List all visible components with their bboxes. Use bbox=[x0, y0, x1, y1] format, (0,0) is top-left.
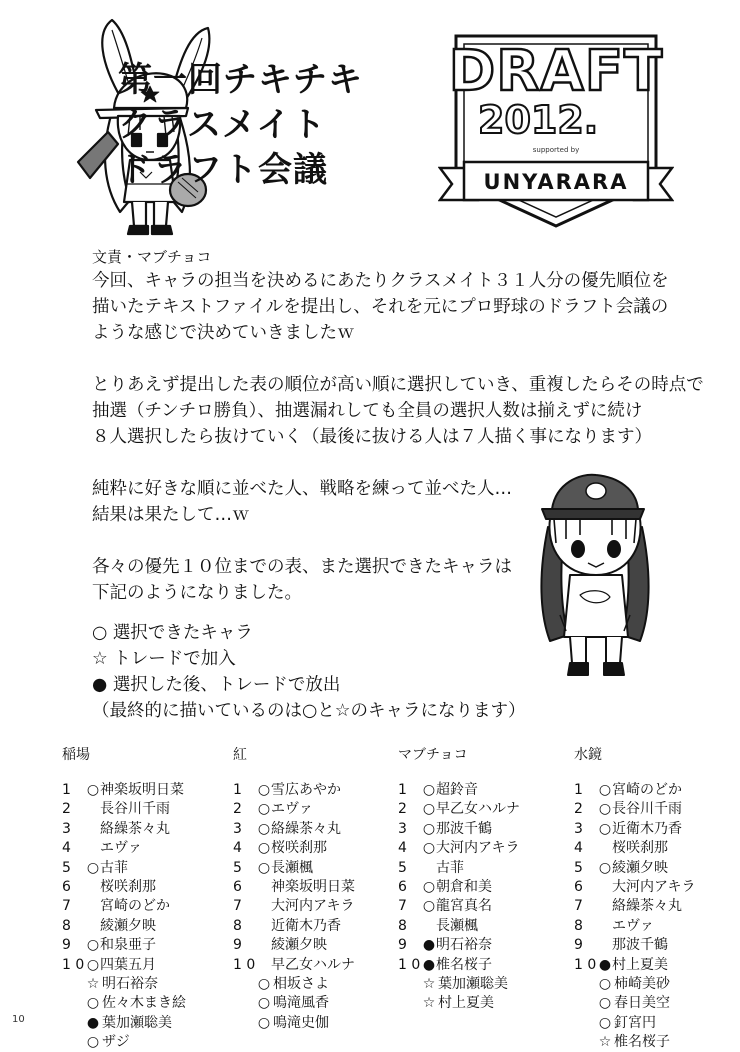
character-name: 柿崎美砂 bbox=[614, 975, 670, 992]
logo-small: supported by bbox=[532, 146, 580, 154]
character-name: 綾瀬夕映 bbox=[612, 859, 668, 876]
character-name: 朝倉和美 bbox=[436, 878, 492, 895]
character-name: 神楽坂明日菜 bbox=[100, 782, 184, 798]
rank-number: 1 bbox=[233, 782, 242, 798]
rank-row bbox=[233, 878, 403, 897]
rank-row bbox=[574, 859, 740, 878]
rank-row bbox=[62, 936, 232, 955]
rank-number: 3 bbox=[62, 820, 71, 837]
rank-list bbox=[62, 781, 232, 1052]
status-mark: ○ bbox=[598, 1014, 612, 1031]
status-mark: ○ bbox=[86, 1034, 100, 1051]
rank-row bbox=[398, 897, 568, 916]
rank-row bbox=[574, 936, 740, 955]
rank-row bbox=[574, 897, 740, 916]
status-mark: ○ bbox=[86, 937, 100, 954]
character-name: 古菲 bbox=[100, 859, 128, 876]
draft-logo bbox=[438, 30, 674, 230]
character-name: 大河内アキラ bbox=[612, 878, 696, 895]
rank-row bbox=[62, 800, 232, 819]
rank-number: 1 bbox=[62, 782, 71, 798]
rank-number: 7 bbox=[233, 898, 242, 915]
character-name: 長谷川千雨 bbox=[100, 801, 170, 818]
character-name: 雪広あやか bbox=[271, 782, 341, 798]
rank-number: 9 bbox=[62, 937, 71, 954]
rank-row bbox=[398, 820, 568, 839]
character-name: 那波千鶴 bbox=[612, 937, 668, 954]
logo-main: DRAFT bbox=[448, 39, 664, 104]
character-name: 綾瀬夕映 bbox=[100, 917, 156, 934]
extra-row bbox=[257, 975, 403, 994]
status-mark: ○ bbox=[257, 840, 271, 857]
character-name: エヴァ bbox=[271, 801, 313, 818]
rank-row bbox=[398, 800, 568, 819]
extra-row bbox=[86, 994, 232, 1013]
rank-number: 2 bbox=[398, 801, 407, 818]
title-line-2: クラスメイト bbox=[118, 105, 327, 145]
status-mark: ○ bbox=[257, 782, 271, 798]
character-name: 長瀬楓 bbox=[271, 859, 313, 876]
status-mark: ○ bbox=[257, 1014, 271, 1031]
rank-number: 3 bbox=[398, 820, 407, 837]
rank-row bbox=[233, 956, 403, 975]
character-name: 長瀬楓 bbox=[436, 917, 478, 934]
rank-number: 8 bbox=[398, 917, 407, 934]
status-mark: ● bbox=[422, 937, 436, 954]
rank-row bbox=[398, 936, 568, 955]
rank-row bbox=[62, 781, 232, 800]
character-name: 桜咲刹那 bbox=[612, 840, 668, 857]
character-name: 大河内アキラ bbox=[436, 840, 520, 857]
paragraph-line: とりあえず提出した表の順位が高い順に選択していき、重複したらその時点で bbox=[92, 375, 704, 395]
rank-list bbox=[574, 781, 740, 1052]
rank-row bbox=[233, 859, 403, 878]
logo-year: 2012. bbox=[478, 98, 599, 142]
paragraph-line: 今回、キャラの担当を決めるにあたりクラスメイト３１人分の優先順位を bbox=[92, 271, 669, 291]
status-mark: ○ bbox=[422, 840, 436, 857]
rank-row bbox=[398, 956, 568, 975]
rank-row bbox=[233, 781, 403, 800]
extra-row bbox=[86, 1014, 232, 1033]
rank-number: 5 bbox=[233, 859, 242, 876]
paragraph-line: 各々の優先１０位までの表、また選択できたキャラは bbox=[92, 557, 512, 577]
rank-number: 4 bbox=[574, 840, 583, 857]
page-title bbox=[118, 58, 363, 193]
rank-number: 1 0 bbox=[574, 956, 597, 973]
rank-number: 1 bbox=[574, 782, 583, 798]
status-mark: ○ bbox=[422, 820, 436, 837]
rank-number: 2 bbox=[574, 801, 583, 818]
rank-number: 7 bbox=[398, 898, 407, 915]
rank-row bbox=[398, 839, 568, 858]
character-name: 那波千鶴 bbox=[436, 820, 492, 837]
character-name: 絡繰茶々丸 bbox=[100, 820, 170, 837]
character-name: 和泉亜子 bbox=[100, 937, 156, 954]
character-name: 古菲 bbox=[436, 859, 464, 876]
character-name: 宮崎のどか bbox=[612, 782, 682, 798]
character-name: 神楽坂明日菜 bbox=[271, 878, 355, 895]
rank-row bbox=[574, 956, 740, 975]
character-name: 綾瀬夕映 bbox=[271, 937, 327, 954]
character-name: 龍宮真名 bbox=[436, 898, 492, 915]
status-mark: ● bbox=[86, 1014, 100, 1031]
legend-traded-in: ☆ トレードで加入 bbox=[92, 649, 236, 669]
rank-number: 5 bbox=[62, 859, 71, 876]
character-name: 村上夏美 bbox=[438, 995, 494, 1012]
column-header: 水鏡 bbox=[574, 747, 602, 763]
status-mark: ☆ bbox=[422, 975, 436, 992]
rank-row bbox=[398, 917, 568, 936]
status-mark: ○ bbox=[422, 801, 436, 818]
character-name: 長谷川千雨 bbox=[612, 801, 682, 818]
extra-row bbox=[257, 1014, 403, 1033]
legend-selected: ○ 選択できたキャラ bbox=[92, 623, 253, 643]
character-name: 鳴滝風香 bbox=[273, 995, 329, 1012]
character-name: エヴァ bbox=[100, 840, 142, 857]
draft-column-kurenai bbox=[233, 745, 403, 1033]
rank-row bbox=[233, 936, 403, 955]
title-line-1: 第一回チキチキ bbox=[118, 60, 363, 100]
status-mark: ○ bbox=[598, 995, 612, 1012]
paragraph-line: 結果は果たして…ｗ bbox=[92, 505, 250, 525]
rank-row bbox=[62, 956, 232, 975]
logo-banner: UNYARARA bbox=[483, 170, 629, 194]
character-name: 絡繰茶々丸 bbox=[271, 820, 341, 837]
character-name: 四葉五月 bbox=[100, 956, 156, 973]
character-name: エヴァ bbox=[612, 917, 654, 934]
rank-row bbox=[233, 897, 403, 916]
rank-row bbox=[574, 820, 740, 839]
status-mark: ○ bbox=[598, 801, 612, 818]
rank-row bbox=[574, 917, 740, 936]
character-name: ザジ bbox=[102, 1034, 130, 1051]
rank-number: 8 bbox=[574, 917, 583, 934]
chibi-illustration-right bbox=[530, 465, 660, 683]
rank-number: 4 bbox=[62, 840, 71, 857]
extra-row bbox=[422, 994, 568, 1013]
extra-row bbox=[86, 975, 232, 994]
character-name: 鳴滝史伽 bbox=[273, 1014, 329, 1031]
character-name: 村上夏美 bbox=[612, 956, 668, 973]
status-mark: ☆ bbox=[422, 995, 436, 1012]
rank-row bbox=[233, 820, 403, 839]
rank-number: 7 bbox=[62, 898, 71, 915]
rank-number: 7 bbox=[574, 898, 583, 915]
rank-number: 4 bbox=[233, 840, 242, 857]
status-mark: ○ bbox=[598, 782, 612, 798]
rank-row bbox=[233, 839, 403, 858]
column-header: 紅 bbox=[233, 747, 247, 763]
status-mark: ○ bbox=[422, 898, 436, 915]
rank-row bbox=[574, 878, 740, 897]
status-mark: ○ bbox=[86, 782, 100, 798]
character-name: 葉加瀬聡美 bbox=[102, 1014, 172, 1031]
extra-row bbox=[598, 975, 740, 994]
status-mark: ● bbox=[422, 956, 436, 973]
rank-number: 4 bbox=[398, 840, 407, 857]
rank-row bbox=[62, 917, 232, 936]
rank-number: 9 bbox=[398, 937, 407, 954]
character-name: 明石裕奈 bbox=[102, 975, 158, 992]
status-mark: ○ bbox=[257, 995, 271, 1012]
rank-row bbox=[574, 781, 740, 800]
character-name: 葉加瀬聡美 bbox=[438, 975, 508, 992]
character-name: 椎名桜子 bbox=[614, 1034, 670, 1051]
status-mark: ● bbox=[598, 956, 612, 973]
character-name: 早乙女ハルナ bbox=[436, 801, 520, 818]
rank-number: 5 bbox=[574, 859, 583, 876]
rank-row bbox=[233, 917, 403, 936]
draft-column-mizukagami bbox=[574, 745, 740, 1052]
paragraph-line: 下記のようになりました。 bbox=[92, 583, 302, 603]
credit-line: 文責・マブチョコ bbox=[92, 248, 212, 266]
rank-list bbox=[233, 781, 403, 1033]
character-name: 早乙女ハルナ bbox=[271, 956, 355, 973]
rank-row bbox=[62, 897, 232, 916]
extra-row bbox=[598, 1014, 740, 1033]
rank-number: 6 bbox=[233, 878, 242, 895]
character-name: 超鈴音 bbox=[436, 782, 478, 798]
rank-number: 1 0 bbox=[62, 956, 85, 973]
paragraph-line: ような感じで決めていきましたｗ bbox=[92, 323, 355, 343]
status-mark: ○ bbox=[598, 820, 612, 837]
rank-number: 2 bbox=[62, 801, 71, 818]
status-mark: ○ bbox=[598, 975, 612, 992]
paragraph-line: 抽選（チンチロ勝負）、抽選漏れしても全員の選択人数は揃えずに続け bbox=[92, 401, 643, 421]
extra-row bbox=[257, 994, 403, 1013]
character-name: 絡繰茶々丸 bbox=[612, 898, 682, 915]
rank-number: 6 bbox=[574, 878, 583, 895]
extra-row bbox=[422, 975, 568, 994]
character-name: 桜咲刹那 bbox=[100, 878, 156, 895]
rank-row bbox=[574, 800, 740, 819]
rank-row bbox=[398, 859, 568, 878]
rank-number: 6 bbox=[62, 878, 71, 895]
status-mark: ○ bbox=[598, 859, 612, 876]
character-name: 相坂さよ bbox=[273, 975, 329, 992]
rank-number: 9 bbox=[574, 937, 583, 954]
status-mark: ○ bbox=[86, 995, 100, 1012]
rank-number: 8 bbox=[62, 917, 71, 934]
rank-number: 8 bbox=[233, 917, 242, 934]
rank-row bbox=[62, 878, 232, 897]
status-mark: ☆ bbox=[86, 975, 100, 992]
paragraph-line: ８人選択したら抜けていく（最後に抜ける人は７人描く事になります） bbox=[92, 427, 652, 447]
paragraph-1 bbox=[92, 268, 712, 346]
status-mark: ○ bbox=[422, 782, 436, 798]
rank-number: 6 bbox=[398, 878, 407, 895]
legend-note: （最終的に描いているのは○と☆のキャラになります） bbox=[92, 701, 526, 721]
status-mark: ○ bbox=[257, 975, 271, 992]
rank-number: 5 bbox=[398, 859, 407, 876]
rank-list bbox=[398, 781, 568, 1014]
character-name: 桜咲刹那 bbox=[271, 840, 327, 857]
column-header: 稲場 bbox=[62, 747, 90, 763]
status-mark: ○ bbox=[257, 859, 271, 876]
paragraph-2 bbox=[92, 372, 712, 450]
rank-number: 1 0 bbox=[398, 956, 421, 973]
character-name: 佐々木まき絵 bbox=[102, 995, 186, 1012]
legend-traded-out: ● 選択した後、トレードで放出 bbox=[92, 675, 341, 695]
status-mark: ○ bbox=[257, 820, 271, 837]
rank-number: 9 bbox=[233, 937, 242, 954]
character-name: 宮崎のどか bbox=[100, 898, 170, 915]
rank-row bbox=[62, 839, 232, 858]
extra-row bbox=[598, 994, 740, 1013]
rank-row bbox=[398, 781, 568, 800]
rank-row bbox=[398, 878, 568, 897]
rank-number: 3 bbox=[574, 820, 583, 837]
status-mark: ☆ bbox=[598, 1034, 612, 1051]
character-name: 近衛木乃香 bbox=[612, 820, 682, 837]
character-name: 椎名桜子 bbox=[436, 956, 492, 973]
character-name: 釘宮円 bbox=[614, 1014, 656, 1031]
page-number: 10 bbox=[12, 1014, 25, 1025]
rank-row bbox=[233, 800, 403, 819]
rank-number: 1 bbox=[398, 782, 407, 798]
paragraph-line: 描いたテキストファイルを提出し、それを元にプロ野球のドラフト会議の bbox=[92, 297, 669, 317]
character-name: 春日美空 bbox=[614, 995, 670, 1012]
rank-row bbox=[574, 839, 740, 858]
character-name: 近衛木乃香 bbox=[271, 917, 341, 934]
rank-row bbox=[62, 820, 232, 839]
character-name: 明石裕奈 bbox=[436, 937, 492, 954]
status-mark: ○ bbox=[86, 956, 100, 973]
rank-number: 2 bbox=[233, 801, 242, 818]
paragraph-line: 純粋に好きな順に並べた人、戦略を練って並べた人… bbox=[92, 479, 512, 499]
status-mark: ○ bbox=[86, 859, 100, 876]
legend bbox=[92, 620, 525, 724]
rank-number: 1 0 bbox=[233, 956, 256, 973]
rank-row bbox=[62, 859, 232, 878]
title-line-3: ドラフト会議 bbox=[118, 150, 328, 190]
status-mark: ○ bbox=[257, 801, 271, 818]
column-header: マブチョコ bbox=[398, 747, 468, 763]
draft-column-mabuchoko bbox=[398, 745, 568, 1014]
rank-number: 3 bbox=[233, 820, 242, 837]
character-name: 大河内アキラ bbox=[271, 898, 355, 915]
draft-column-inaba bbox=[62, 745, 232, 1052]
status-mark: ○ bbox=[422, 878, 436, 895]
